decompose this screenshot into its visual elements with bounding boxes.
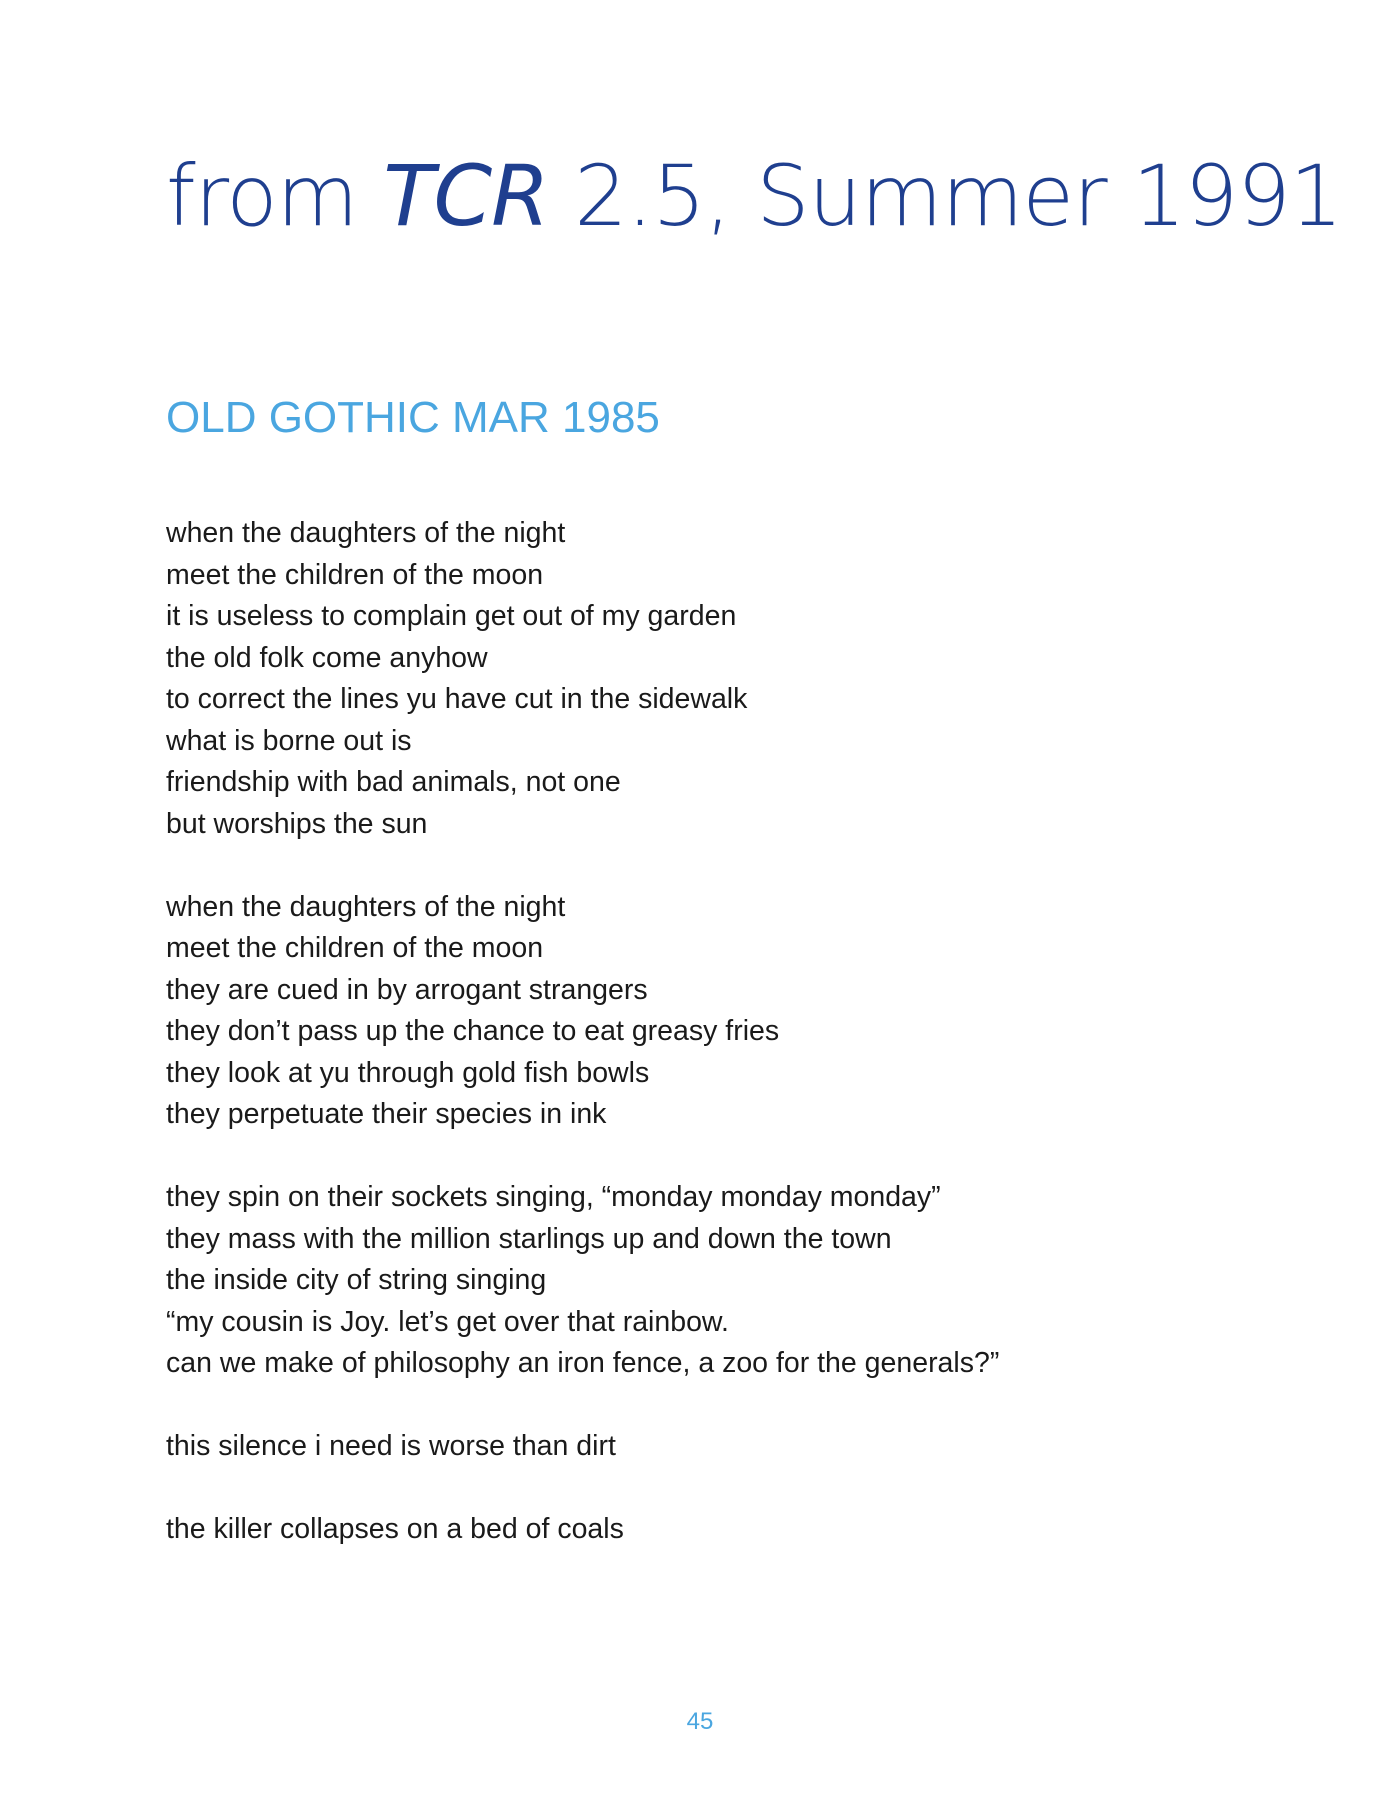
poem-line: they are cued in by arrogant strangers (166, 973, 648, 1006)
poem-line: meet the children of the moon (166, 932, 544, 964)
poem-line: they perpetuate their species in ink (166, 1098, 607, 1130)
poem-line: can we make of philosophy an iron fence, a zoo for the generals?” (166, 1347, 1000, 1379)
section-heading (166, 147, 1343, 245)
poem-line: they look at yu through gold fish bowls (166, 1056, 650, 1089)
stanza-4 (166, 1426, 1266, 1468)
section-heading-prefix: from (166, 147, 384, 245)
section-heading-suffix: 2.5, Summer 1991 (548, 147, 1343, 245)
poem-line: what is borne out is (166, 724, 412, 757)
poem-line: it is useless to complain get out of my garden (166, 600, 737, 632)
stanza-2 (166, 887, 1266, 1136)
poem-line: to correct the lines yu have cut in the sidewalk (166, 683, 748, 715)
poem-line: when the daughters of the night (166, 517, 566, 549)
section-heading-journal: TCR (383, 147, 549, 245)
poem-line: when the daughters of the night (166, 890, 566, 923)
poem-body (166, 513, 1266, 1592)
stanza-3 (166, 1177, 1266, 1385)
poem-line: they don’t pass up the chance to eat greasy fries (166, 1015, 780, 1047)
poem-line: meet the children of the moon (166, 558, 544, 591)
stanza-1 (166, 513, 1266, 845)
poem-line: the killer collapses on a bed of coals (166, 1513, 624, 1545)
poem-line: but worships the sun (166, 807, 428, 840)
poem-line: the inside city of string singing (166, 1264, 547, 1296)
stanza-5 (166, 1509, 1266, 1551)
poem-title: OLD GOTHIC MAR 1985 (166, 393, 660, 442)
poem-line: this silence i need is worse than dirt (166, 1430, 616, 1462)
page-number: 45 (686, 1708, 714, 1735)
poem-line: the old folk come anyhow (166, 641, 488, 674)
poem-line: they mass with the million starlings up and down the town (166, 1222, 892, 1255)
poem-line: friendship with bad animals, not one (166, 766, 621, 798)
poem-line: “my cousin is Joy. let’s get over that rainbow. (166, 1305, 729, 1338)
poem-line: they spin on their sockets singing, “monday monday monday” (166, 1181, 941, 1213)
